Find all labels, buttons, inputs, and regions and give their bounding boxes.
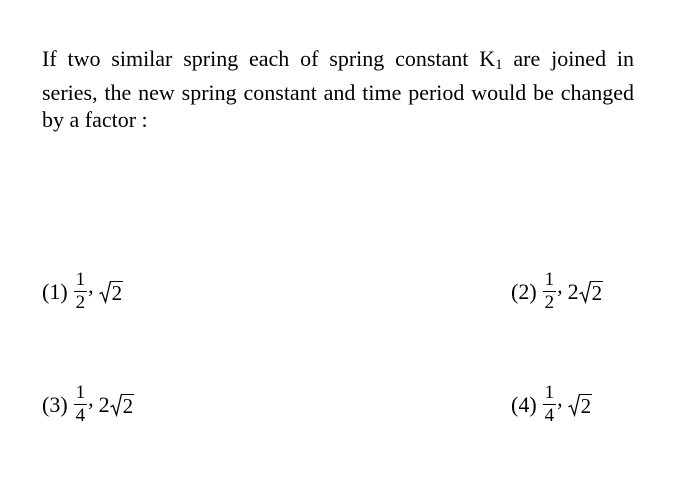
radicand: 2: [111, 280, 123, 305]
option-4-label: (4): [511, 391, 537, 417]
fraction-numerator: 1: [75, 382, 86, 403]
subscript-1: 1: [495, 57, 503, 73]
option-1[interactable]: [42, 270, 123, 313]
separator-comma: ,: [557, 273, 563, 298]
radicand: 2: [580, 393, 592, 418]
root-coefficient: 2: [567, 278, 579, 304]
radical-sign-icon: [579, 280, 591, 304]
option-1-fraction: [74, 270, 88, 313]
root-coefficient: 2: [98, 391, 110, 417]
option-3-fraction: [74, 383, 88, 426]
separator-comma: ,: [88, 273, 94, 298]
square-root-symbol: [99, 280, 124, 304]
question-line-1: [42, 45, 634, 79]
fraction-denominator: 4: [75, 405, 86, 426]
question-line-1-tail: are joined in: [502, 46, 634, 71]
square-root-symbol: [568, 393, 593, 417]
fraction-numerator: 1: [544, 382, 555, 403]
option-4[interactable]: [511, 383, 592, 426]
fraction-denominator: 2: [75, 292, 86, 313]
option-3[interactable]: [42, 383, 134, 426]
radicand: 2: [591, 280, 603, 305]
option-3-root-expression: [99, 392, 135, 418]
option-3-label: (3): [42, 391, 68, 417]
option-2[interactable]: [511, 270, 603, 313]
radical-sign-icon: [99, 280, 111, 304]
fraction-numerator: 1: [544, 269, 555, 290]
radical-sign-icon: [110, 393, 122, 417]
option-2-label: (2): [511, 278, 537, 304]
option-1-label: (1): [42, 278, 68, 304]
option-2-fraction: [543, 270, 557, 313]
fraction-denominator: 4: [544, 405, 555, 426]
option-4-fraction: [543, 383, 557, 426]
radicand: 2: [122, 393, 134, 418]
question-line-3: by a factor :: [42, 107, 148, 132]
question-line-1-text: If two similar spring each of spring constant K: [42, 46, 496, 71]
square-root-symbol: [110, 393, 135, 417]
fraction-numerator: 1: [75, 269, 86, 290]
separator-comma: ,: [557, 386, 563, 411]
question-text: [42, 45, 634, 133]
question-line-2: series, the new spring constant and time period would be changed: [42, 80, 634, 105]
square-root-symbol: [579, 280, 604, 304]
option-2-root-expression: [568, 279, 604, 305]
option-4-root-expression: [568, 393, 593, 417]
radical-sign-icon: [568, 393, 580, 417]
fraction-denominator: 2: [544, 292, 555, 313]
option-1-root-expression: [99, 280, 124, 304]
separator-comma: ,: [88, 386, 94, 411]
